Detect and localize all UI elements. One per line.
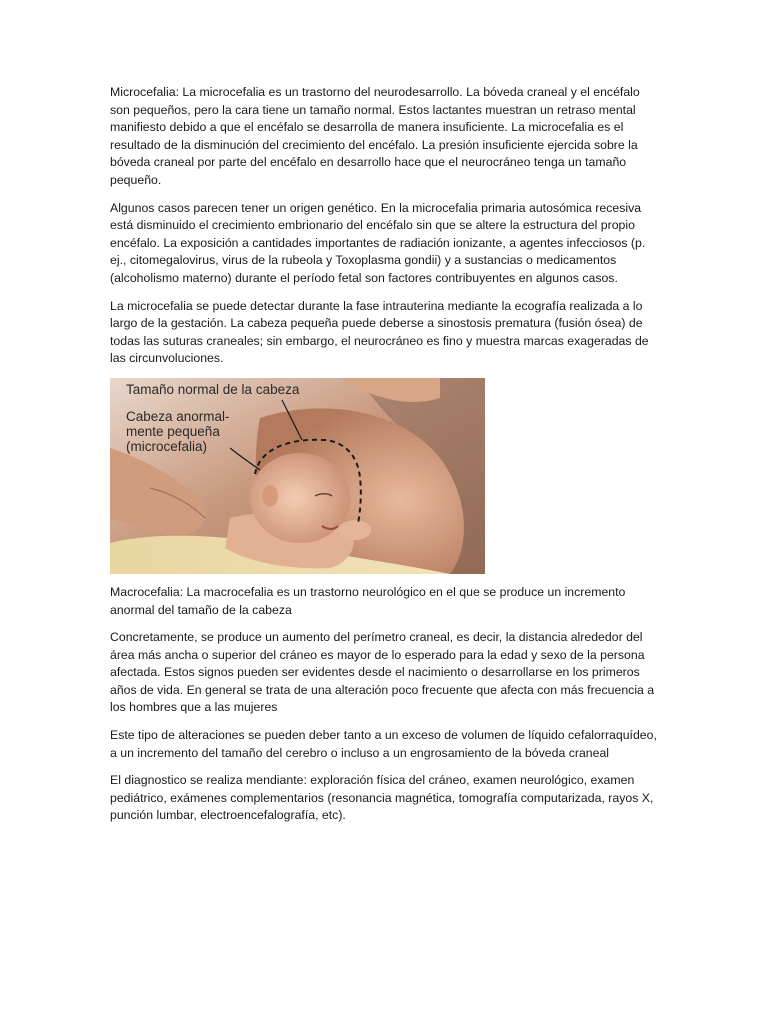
label-small-head-microcephaly: Cabeza anormal- mente pequeña (microcefalia) [126, 408, 230, 454]
paragraph-macrocefalia-intro: Macrocefalia: La macrocefalia es un trastorno neurológico en el que se produce un incremento anormal del tamaño de la cabeza [110, 584, 626, 617]
paragraph-microcefalia-intro: Microcefalia: La microcefalia es un trastorno del neurodesarrollo. La bóveda craneal y el encéfalo son pequeños, pero la cara tiene un tamaño normal. Estos lactantes muestran un retraso mental manifiesto debido a que el encéfalo se desarrolla de manera insuficiente. La microcefalia es el resultado de la disminución del crecimiento del encéfalo. La presión insuficiente ejercida sobre la bóveda craneal por parte del encéfalo en desarrollo hace que el neurocráneo tenga un tamaño pequeño. [110, 85, 640, 187]
document-page [110, 84, 658, 835]
paragraph-genetic-origin: Algunos casos parecen tener un origen genético. En la microcefalia primaria autosómica recesiva está disminuido el crecimiento embrionario del encéfalo sin que se altere la estructura del propio encéfalo. La exposición a cantidades importantes de radiación ionizante, a agentes infecciosos (p. ej., citomegalovirus, virus de la rubeola y Toxoplasma gondii) y a sustancias o medicamentos (alcoholismo materno) durante el período fetal son factores contribuyentes en algunos casos. [110, 200, 646, 285]
baby-hand-shape [339, 520, 371, 540]
paragraph-macrocefalia-causes: Este tipo de alteraciones se pueden deber tanto a un exceso de volumen de líquido cefalorraquídeo, a un incremento del tamaño del cerebro o incluso a un engrosamiento de la bóveda craneal [110, 728, 657, 760]
label-normal-head-size: Tamaño normal de la cabeza [126, 381, 300, 397]
paragraph-detection: La microcefalia se puede detectar durante la fase intrauterina mediante la ecografía realizada a lo largo de la gestación. La cabeza pequeña puede deberse a sinostosis prematura (fusión ósea) de todas las suturas craneales; sin embargo, el neurocráneo es fino y muestra marcas exageradas de las circunvoluciones. [110, 298, 649, 366]
paragraph-diagnosis: El diagnostico se realiza mendiante: exploración física del cráneo, examen neurológico, examen pediátrico, exámenes complementarios (resonancia magnética, tomografía computarizada, rayos X, punción lumbar, electroencefalografía, etc). [110, 773, 654, 823]
baby-ear-shape [262, 485, 278, 507]
paragraph-macrocefalia-details: Concretamente, se produce un aumento del perímetro craneal, es decir, la distancia alrededor del área más ancha o superior del cráneo es mayor de lo esperado para la edad y sexo de la persona afectada. Estos signos pueden ser evidentes desde el nacimiento o desarrollarse en los primeros años de vida. En general se trata de una alteración poco frecuente que afecta con más frecuencia a los hombres que a las mujeres [110, 630, 655, 715]
illustration-drawing [110, 378, 485, 574]
microcephaly-illustration [110, 378, 485, 574]
